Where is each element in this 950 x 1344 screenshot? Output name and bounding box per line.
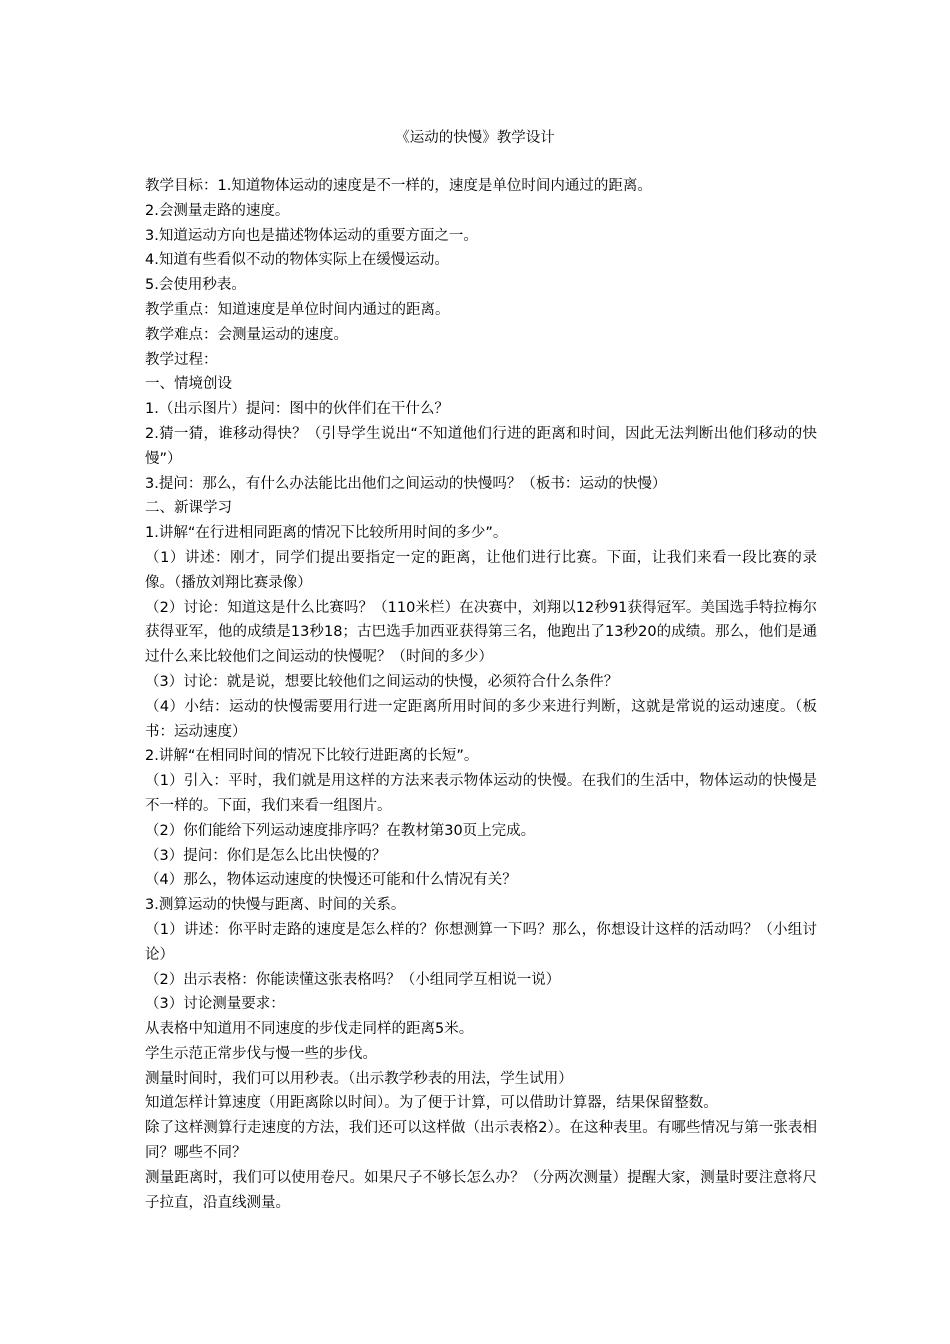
document-title: 《运动的快慢》教学设计: [395, 130, 555, 146]
objectives-line-2: 2.会测量走路的速度。: [145, 202, 290, 219]
document-body: [145, 174, 817, 1215]
section-heading-2: 二、新课学习: [145, 500, 232, 517]
paragraph: 从表格中知道用不同速度的步伐走同样的距离5米。: [145, 1021, 474, 1038]
paragraph: 3.测算运动的快慢与距离、时间的关系。: [145, 897, 406, 914]
paragraph: （4）小结：运动的快慢需要用行进一定距离所用时间的多少来进行判断，这就是常说的运动速度。（板书：运动速度）: [145, 698, 817, 740]
objectives-line-4: 4.知道有些看似不动的物体实际上在缓慢运动。: [145, 252, 449, 269]
paragraph: 知道怎样计算速度（用距离除以时间）。为了便于计算，可以借助计算器，结果保留整数。: [145, 1095, 718, 1112]
paragraph: 3.提问：那么，有什么办法能比出他们之间运动的快慢吗？（板书：运动的快慢）: [145, 475, 667, 492]
paragraph: （2）你们能给下列运动速度排序吗？在教材第30页上完成。: [145, 822, 536, 839]
section-heading-1: 一、情境创设: [145, 376, 232, 393]
paragraph: 2.讲解“在相同时间的情况下比较行进距离的长短”。: [145, 748, 479, 765]
paragraph: （3）讨论测量要求：: [145, 996, 285, 1013]
paragraph: 1.讲解“在行进相同距离的情况下比较所用时间的多少”。: [145, 525, 508, 542]
paragraph: 测量距离时，我们可以使用卷尺。如果尺子不够长怎么办？（分两次测量）提醒大家，测量时要注意将尺子拉直，沿直线测量。: [145, 1169, 817, 1211]
objectives-line-3: 3.知道运动方向也是描述物体运动的重要方面之一。: [145, 227, 478, 244]
paragraph: 2.猜一猜，谁移动得快？（引导学生说出“不知道他们行进的距离和时间，因此无法判断出他们移动的快慢”）: [145, 425, 817, 467]
paragraph: （2）讨论：知道这是什么比赛吗？（110米栏）在决赛中，刘翔以12秒91获得冠军。美国选手特拉梅尔获得亚军，他的成绩是13秒18；古巴选手加西亚获得第三名，他跑出了13秒20的成绩。那么，他们是通过什么来比较他们之间运动的快慢呢？（时间的多少）: [145, 599, 817, 666]
paragraph: （2）出示表格：你能读懂这张表格吗？（小组同学互相说一说）: [145, 971, 561, 988]
paragraph: （1）引入：平时，我们就是用这样的方法来表示物体运动的快慢。在我们的生活中，物体运动的快慢是不一样的。下面，我们来看一组图片。: [145, 773, 817, 814]
objectives-line-5: 5.会使用秒表。: [145, 277, 246, 294]
paragraph: （4）那么，物体运动速度的快慢还可能和什么情况有关？: [145, 872, 517, 889]
paragraph: （1）讲述：刚才，同学们提出要指定一定的距离，让他们进行比赛。下面，让我们来看一段比赛的录像。（播放刘翔比赛录像）: [145, 549, 817, 591]
objectives-line-1: 教学目标：1.知道物体运动的速度是不一样的，速度是单位时间内通过的距离。: [145, 178, 652, 194]
process-heading: 教学过程：: [145, 351, 218, 368]
paragraph: （3）讨论：就是说，想要比较他们之间运动的快慢，必须符合什么条件？: [145, 673, 619, 690]
difficult-point: 教学难点：会测量运动的速度。: [145, 326, 348, 343]
paragraph: （1）讲述：你平时走路的速度是怎么样的？你想测算一下吗？那么，你想设计这样的活动吗？（小组讨论）: [145, 921, 817, 963]
key-point: 教学重点：知道速度是单位时间内通过的距离。: [145, 301, 450, 318]
paragraph: （3）提问：你们是怎么比出快慢的？: [145, 847, 387, 864]
paragraph: 学生示范正常步伐与慢一些的步伐。: [145, 1045, 377, 1062]
paragraph: 测量时间时，我们可以用秒表。（出示教学秒表的用法，学生试用）: [145, 1070, 573, 1087]
paragraph: 除了这样测算行走速度的方法，我们还可以这样做（出示表格2）。在这种表里。有哪些情况与第一张表相同？哪些不同？: [145, 1120, 817, 1162]
paragraph: 1.（出示图片）提问：图中的伙伴们在干什么？: [145, 401, 449, 418]
